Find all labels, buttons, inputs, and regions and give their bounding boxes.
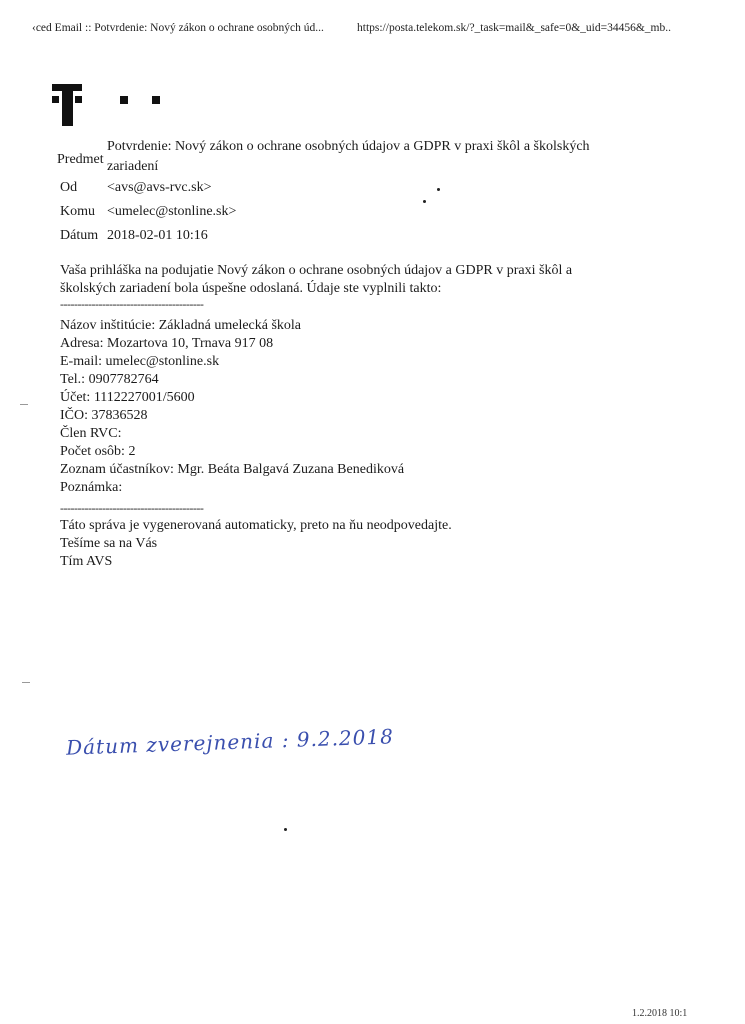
date-label: Dátum (60, 228, 99, 243)
field-account: Účet: 1112227001/5600 (60, 390, 195, 405)
to-label: Komu (60, 204, 95, 219)
field-email: E-mail: umelec@stonline.sk (60, 354, 220, 369)
from-value: <avs@avs-rvc.sk> (107, 180, 212, 195)
subject-label: Predmet (57, 152, 104, 167)
scan-speck (284, 828, 287, 831)
date-value: 2018-02-01 10:16 (107, 228, 208, 243)
field-phone: Tel.: 0907782764 (60, 372, 159, 387)
scan-mark (20, 404, 28, 405)
scan-speck (437, 188, 440, 191)
print-page-url: https://posta.telekom.sk/?_task=mail&_safe=0&_uid=34456&_mb.. (357, 22, 671, 34)
footer-timestamp: 1.2.2018 10:1 (632, 1008, 688, 1019)
field-address: Adresa: Mozartova 10, Trnava 917 08 (60, 336, 274, 351)
closing-auto-message: Táto správa je vygenerovaná automaticky, preto na ňu neodpovedajte. (60, 518, 452, 533)
subject-value: Potvrdenie: Nový zákon o ochrane osobných údajov a GDPR v praxi škôl a školských zariadení (107, 139, 590, 174)
body-intro: Vaša prihláška na podujatie Nový zákon o ochrane osobných údajov a GDPR v praxi škôl a školských zariadení bola úspešne odoslaná. Údaje ste vyplnili takto: (60, 263, 573, 296)
field-note: Poznámka: (60, 480, 123, 495)
scan-mark (22, 682, 30, 683)
field-person-count: Počet osôb: 2 (60, 444, 136, 459)
handwritten-publication-date: Dátum zverejnenia : 9.2.2018 (65, 724, 395, 760)
closing-signature: Tím AVS (60, 554, 113, 569)
from-label: Od (60, 180, 78, 195)
field-participants: Zoznam účastníkov: Mgr. Beáta Balgavá Zuzana Benediková (60, 462, 405, 477)
print-page-title: ‹ced Email :: Potvrdenie: Nový zákon o ochrane osobných úd... (32, 22, 324, 34)
print-header (0, 22, 745, 42)
scan-speck (423, 200, 426, 203)
field-institution: Názov inštitúcie: Základná umelecká škola (60, 318, 302, 333)
body-divider-2: ----------------------------------------- (60, 501, 204, 515)
body-divider: ----------------------------------------- (60, 297, 204, 311)
telekom-logo-icon (52, 78, 172, 134)
to-value: <umelec@stonline.sk> (107, 204, 237, 219)
closing-greeting: Tešíme sa na Vás (60, 536, 158, 551)
field-rvc-member: Člen RVC: (60, 426, 122, 441)
field-ico: IČO: 37836528 (60, 408, 148, 423)
